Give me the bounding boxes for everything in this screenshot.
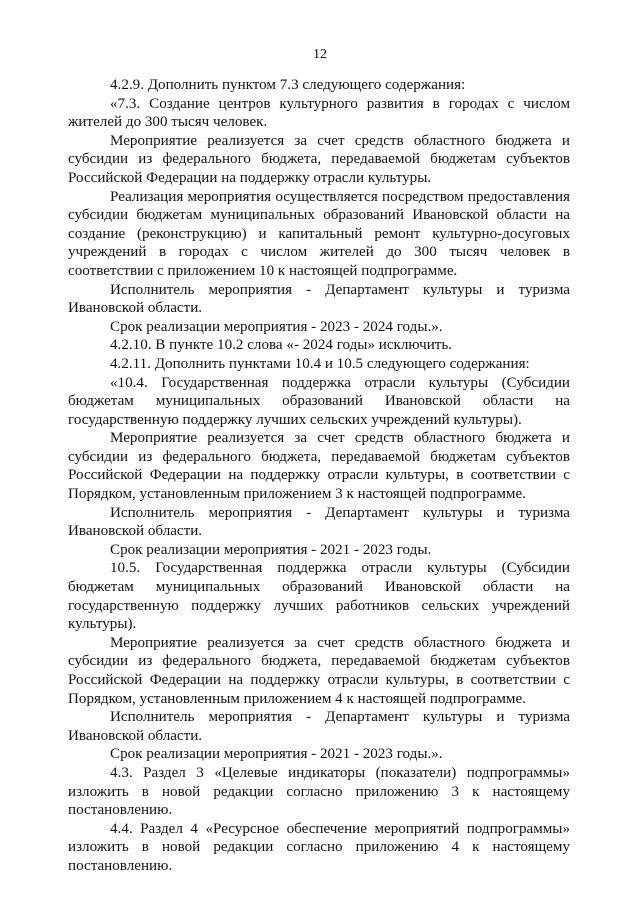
- paragraph-7-3-term: Срок реализации мероприятия - 2023 - 2024 годы.».: [110, 318, 443, 335]
- paragraph-10-5-executor: Исполнитель мероприятия - Департамент культуры и туризма Ивановской области.: [68, 709, 570, 744]
- paragraph-4-4: 4.4. Раздел 4 «Ресурсное обеспечение мероприятий подпрограммы» изложить в новой редакции согласно приложению 4 к настоящему постановлению.: [68, 820, 570, 874]
- paragraph-7-3-title: «7.3. Создание центров культурного развития в городах с числом жителей до 300 тысяч человек.: [68, 95, 570, 131]
- paragraph-4-3: 4.3. Раздел 3 «Целевые индикаторы (показатели) подпрограммы» изложить в новой редакции согласно приложению 3 к настоящему постановлению.: [68, 764, 570, 819]
- document-body: [68, 76, 570, 876]
- paragraph-10-4-term: Срок реализации мероприятия - 2021 - 2023 годы.: [110, 541, 432, 558]
- paragraph-4-2-9: 4.2.9. Дополнить пунктом 7.3 следующего содержания:: [110, 77, 466, 93]
- paragraph-10-5-term: Срок реализации мероприятия - 2021 - 2023 годы.».: [110, 746, 443, 763]
- paragraph-10-4-title: «10.4. Государственная поддержка отрасли культуры (Субсидии бюджетам муниципальных образований Ивановской области на государственную поддержку лучших сельских учреждений культуры).: [68, 374, 570, 428]
- paragraph-4-2-10: 4.2.10. В пункте 10.2 слова «- 2024 годы» исключить.: [110, 337, 453, 354]
- paragraph-10-5-funding: Мероприятие реализуется за счет средств областного бюджета и субсидии из федерального бюджета, передаваемой бюджетам субъектов Российской Федерации на поддержку отрасли культуры, в соответствии с Порядком, установленным приложением 4 к настоящей подпрограмме.: [68, 634, 570, 707]
- paragraph-7-3-executor: Исполнитель мероприятия - Департамент культуры и туризма Ивановской области.: [68, 281, 570, 317]
- paragraph-10-5-title: 10.5. Государственная поддержка отрасли культуры (Субсидии бюджетам муниципальных образований Ивановской области на государственную поддержку лучших работников сельских учреждений культуры).: [68, 560, 570, 633]
- page-number: 12: [313, 47, 327, 62]
- paragraph-7-3-implementation: Реализация мероприятия осуществляется посредством предоставления субсидии бюджетам муниципальных образований Ивановской области на создание (реконструкцию) и капитальный ремонт культурно-досуговых учреждений в городах с числом жителей до 300 тысяч человек в соответствии с приложением 10 к настоящей подпрограмме.: [68, 188, 570, 279]
- paragraph-10-4-executor: Исполнитель мероприятия - Департамент культуры и туризма Ивановской области.: [68, 504, 570, 540]
- paragraph-7-3-funding: Мероприятие реализуется за счет средств областного бюджета и субсидии из федерального бюджета, передаваемой бюджетам субъектов Российской Федерации на поддержку отрасли культуры.: [68, 132, 570, 186]
- paragraph-10-4-funding: Мероприятие реализуется за счет средств областного бюджета и субсидии из федерального бюджета, передаваемой бюджетам субъектов Российской Федерации на поддержку отрасли культуры, в соответствии с Порядком, установленным приложением 3 к настоящей подпрограмме.: [68, 430, 570, 503]
- paragraph-4-2-11: 4.2.11. Дополнить пунктами 10.4 и 10.5 следующего содержания:: [110, 355, 530, 372]
